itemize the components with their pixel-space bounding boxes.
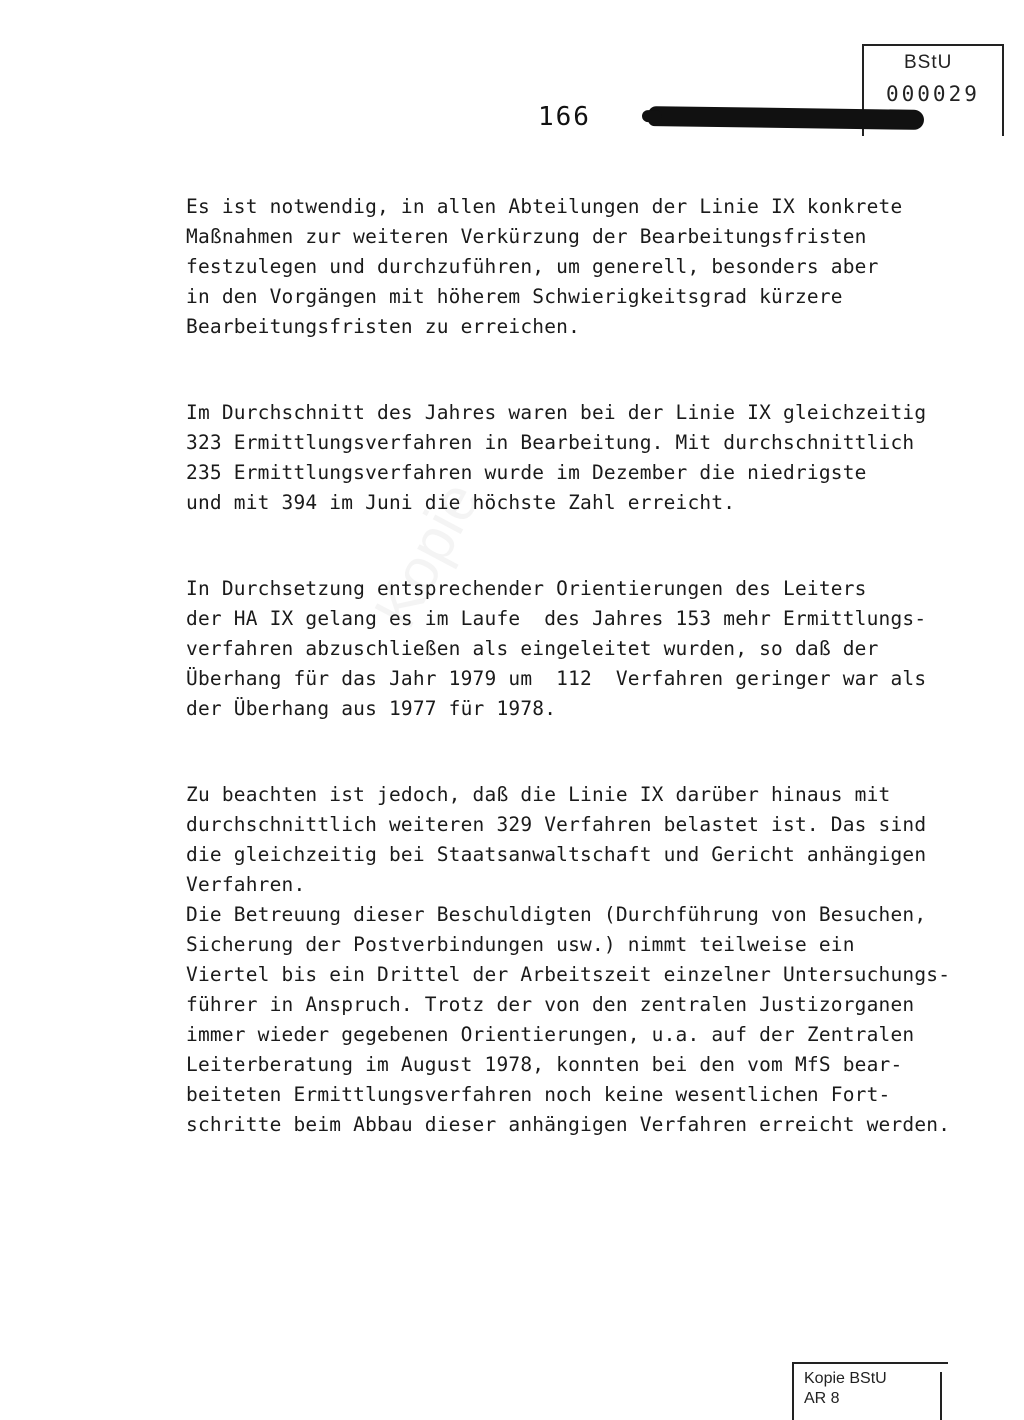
paragraph	[186, 780, 986, 1140]
text-line: schritte beim Abbau dieser anhängigen Verfahren erreicht werden.	[186, 1113, 951, 1136]
text-line: 323 Ermittlungsverfahren in Bearbeitung. Mit durchschnittlich	[186, 431, 915, 454]
archive-stamp-number: 000029	[886, 82, 980, 106]
text-line: Viertel bis ein Drittel der Arbeitszeit einzelner Untersuchungs-	[186, 963, 951, 986]
text-line: die gleichzeitig bei Staatsanwaltschaft und Gericht anhängigen	[186, 843, 927, 866]
text-line: in den Vorgängen mit höherem Schwierigkeitsgrad kürzere	[186, 285, 843, 308]
text-line: der Überhang aus 1977 für 1978.	[186, 697, 557, 720]
text-line: durchschnittlich weiteren 329 Verfahren belastet ist. Das sind	[186, 813, 927, 836]
paragraph	[186, 398, 986, 518]
paragraph	[186, 192, 986, 342]
text-line: In Durchsetzung entsprechender Orientierungen des Leiters	[186, 577, 867, 600]
text-line: Im Durchschnitt des Jahres waren bei der Linie IX gleichzeitig	[186, 401, 927, 424]
text-line: und mit 394 im Juni die höchste Zahl erreicht.	[186, 491, 736, 514]
text-line: beiteten Ermittlungsverfahren noch keine wesentlichen Fort-	[186, 1083, 891, 1106]
copy-stamp-line1: Kopie BStU	[804, 1370, 887, 1387]
copy-stamp	[792, 1362, 948, 1420]
text-line: Maßnahmen zur weiteren Verkürzung der Bearbeitungsfristen	[186, 225, 867, 248]
text-line: verfahren abzuschließen als eingeleitet wurden, so daß der	[186, 637, 879, 660]
stamp-border-mark	[940, 1372, 942, 1420]
text-line: Leiterberatung im August 1978, konnten bei den vom MfS bear-	[186, 1053, 903, 1076]
text-line: Zu beachten ist jedoch, daß die Linie IX darüber hinaus mit	[186, 783, 891, 806]
redaction-bar	[648, 106, 924, 130]
text-line: Überhang für das Jahr 1979 um 112 Verfahren geringer war als	[186, 667, 927, 690]
paragraph	[186, 574, 986, 724]
text-line: Verfahren.	[186, 873, 306, 896]
text-line: immer wieder gegebenen Orientierungen, u.a. auf der Zentralen	[186, 1023, 915, 1046]
page-number: 166	[538, 102, 591, 132]
text-line: führer in Anspruch. Trotz der von den zentralen Justizorganen	[186, 993, 915, 1016]
text-line: Bearbeitungsfristen zu erreichen.	[186, 315, 581, 338]
text-line: Sicherung der Postverbindungen usw.) nimmt teilweise ein	[186, 933, 855, 956]
document-body	[186, 192, 986, 1140]
archive-stamp-label: BStU	[904, 52, 953, 73]
text-line: Es ist notwendig, in allen Abteilungen der Linie IX konkrete	[186, 195, 903, 218]
text-line: 235 Ermittlungsverfahren wurde im Dezember die niedrigste	[186, 461, 867, 484]
text-line: der HA IX gelang es im Laufe des Jahres 153 mehr Ermittlungs-	[186, 607, 927, 630]
copy-stamp-line2: AR 8	[804, 1390, 840, 1407]
text-line: festzulegen und durchzuführen, um generell, besonders aber	[186, 255, 879, 278]
text-line: Die Betreuung dieser Beschuldigten (Durchführung von Besuchen,	[186, 903, 927, 926]
